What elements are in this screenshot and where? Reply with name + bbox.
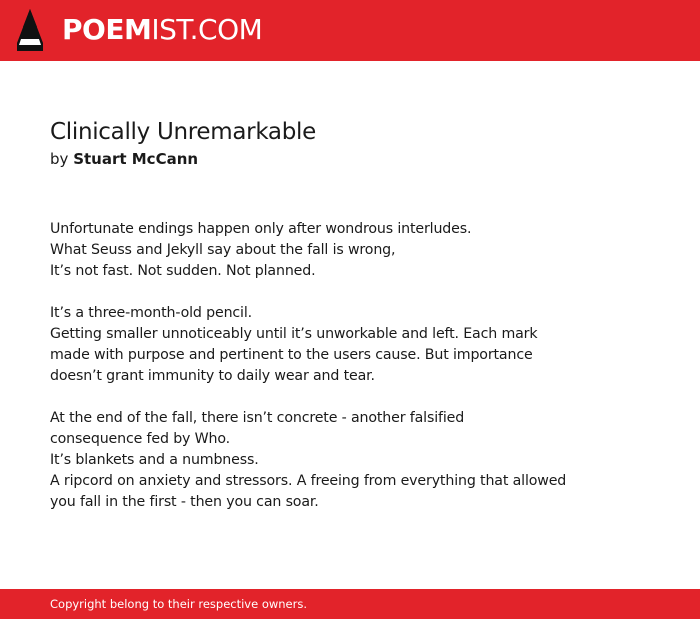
poem-line: A ripcord on anxiety and stressors. A freeing from everything that allowed [50, 473, 567, 489]
poem-line: At the end of the fall, there isn’t concrete - another falsified [50, 410, 465, 426]
site-header [0, 0, 700, 61]
pencil-icon[interactable] [17, 9, 43, 51]
byline [50, 149, 198, 169]
poem-line: It’s not fast. Not sudden. Not planned. [50, 263, 316, 279]
poem-line: you fall in the first - then you can soar. [50, 494, 319, 510]
logo-bold-text: POEM [62, 13, 152, 46]
author-name: Stuart McCann [73, 150, 199, 168]
poem-line: consequence fed by Who. [50, 431, 231, 447]
byline-prefix: by [50, 150, 69, 168]
poem-line: Unfortunate endings happen only after wondrous interludes. [50, 221, 472, 237]
poem-title: Clinically Unremarkable [50, 119, 316, 145]
poem-line: It’s a three-month-old pencil. [50, 305, 253, 321]
stanza [50, 303, 650, 387]
poem-body [50, 219, 650, 534]
site-logo[interactable] [62, 13, 262, 47]
poem-line: Getting smaller unnoticeably until it’s unworkable and left. Each mark [50, 326, 538, 342]
poem-line: It’s blankets and a numbness. [50, 452, 259, 468]
stanza [50, 408, 650, 513]
poem-line: What Seuss and Jekyll say about the fall is wrong, [50, 242, 396, 258]
site-footer [0, 589, 700, 619]
stanza [50, 219, 650, 282]
copyright-text: Copyright belong to their respective owners. [50, 597, 308, 611]
poem-line: made with purpose and pertinent to the users cause. But importance [50, 347, 533, 363]
poem-line: doesn’t grant immunity to daily wear and tear. [50, 368, 375, 384]
logo-light-text: IST.COM [151, 13, 263, 46]
